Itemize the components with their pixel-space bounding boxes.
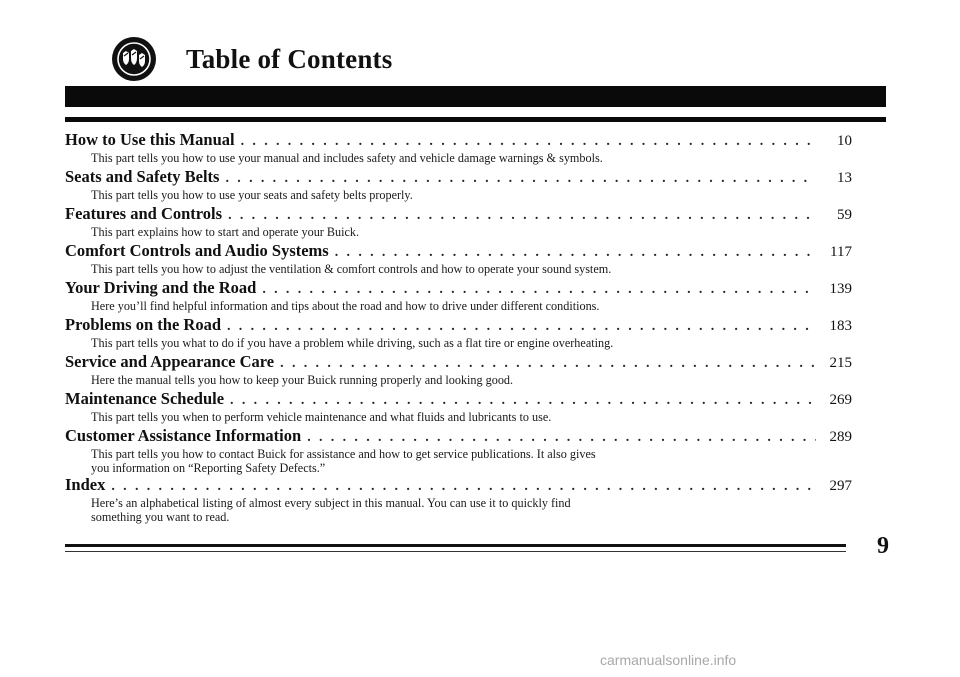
leader-dots (111, 479, 816, 495)
toc-entry-page: 269 (829, 392, 852, 408)
leader-dots (225, 171, 816, 187)
toc-entry-page: 117 (830, 244, 852, 260)
leader-dots (230, 393, 816, 409)
toc-entry-page: 215 (829, 355, 852, 371)
toc-entry-title[interactable]: Index (65, 475, 106, 494)
toc-entry-title[interactable]: How to Use this Manual (65, 130, 235, 149)
toc-entry-page: 59 (837, 207, 852, 223)
toc-entry-title[interactable]: Maintenance Schedule (65, 389, 225, 408)
toc-entry-title[interactable]: Customer Assistance Information (65, 426, 302, 445)
toc-entry[interactable] (65, 475, 852, 524)
toc-entry-description: This part tells you what to do if you have a problem while driving, such as a flat tire or engine overheating. (91, 336, 614, 350)
toc-entry[interactable] (65, 130, 852, 167)
toc-entry[interactable] (65, 241, 852, 278)
toc-entry-description: This part tells you how to adjust the ventilation & comfort controls and how to operate your sound system. (91, 262, 612, 276)
toc-entry-description: This part tells you when to perform vehicle maintenance and what fluids and lubricants to use. (91, 410, 552, 424)
toc-entry-description: This part explains how to start and operate your Buick. (91, 225, 360, 239)
leader-dots (227, 319, 816, 335)
buick-logo-icon (112, 37, 156, 81)
toc-entry-description: Here’s an alphabetical listing of almost every subject in this manual. You can use it to quickly find (91, 496, 571, 510)
toc-entry-description: This part tells you how to use your seats and safety belts properly. (91, 188, 413, 202)
toc-entry[interactable] (65, 278, 852, 315)
toc-entry-description: This part tells you how to contact Buick for assistance and how to get service publications. It also gives (91, 447, 596, 461)
footer-rule-thin (65, 551, 846, 552)
toc-entry-title[interactable]: Service and Appearance Care (65, 352, 275, 371)
footer-rule-thick (65, 544, 846, 547)
toc-entry-page: 13 (837, 170, 852, 186)
header-divider-thick (65, 86, 886, 107)
leader-dots (262, 282, 816, 298)
toc-entry-page: 139 (829, 281, 852, 297)
leader-dots (335, 245, 816, 261)
toc-entry[interactable] (65, 426, 852, 475)
leader-dots (280, 356, 816, 372)
toc-entry-description-continued: you information on “Reporting Safety Defects.” (91, 460, 326, 475)
header-divider-thin (65, 117, 886, 122)
toc-entry[interactable] (65, 204, 852, 241)
toc-entry-title[interactable]: Problems on the Road (65, 315, 221, 334)
leader-dots (307, 430, 816, 446)
watermark: carmanualsonline.info (600, 652, 737, 668)
header (112, 34, 392, 84)
toc-entry-page: 10 (837, 133, 852, 149)
toc-entry-title[interactable]: Features and Controls (65, 204, 223, 223)
toc-entry[interactable] (65, 315, 852, 352)
toc-entry-title[interactable]: Your Driving and the Road (65, 278, 257, 297)
toc-entry-page: 183 (829, 318, 852, 334)
toc-entry-description: Here the manual tells you how to keep your Buick running properly and looking good. (91, 373, 514, 387)
toc-entry-title[interactable]: Seats and Safety Belts (65, 167, 220, 186)
table-of-contents (65, 130, 852, 524)
toc-entry-title[interactable]: Comfort Controls and Audio Systems (65, 241, 329, 260)
toc-entry-description: This part tells you how to use your manual and includes safety and vehicle damage warnings & symbols. (91, 151, 603, 165)
toc-entry[interactable] (65, 389, 852, 426)
page-title: Table of Contents (186, 43, 393, 74)
toc-entry-description-continued: something you want to read. (91, 509, 230, 524)
leader-dots (228, 208, 816, 224)
toc-entry[interactable] (65, 352, 852, 389)
toc-entry[interactable] (65, 167, 852, 204)
leader-dots (241, 134, 816, 150)
toc-entry-page: 289 (829, 429, 852, 445)
page-number: 9 (877, 533, 889, 559)
toc-entry-page: 297 (829, 478, 852, 494)
toc-entry-description: Here you’ll find helpful information and tips about the road and how to drive under different conditions. (91, 299, 600, 313)
